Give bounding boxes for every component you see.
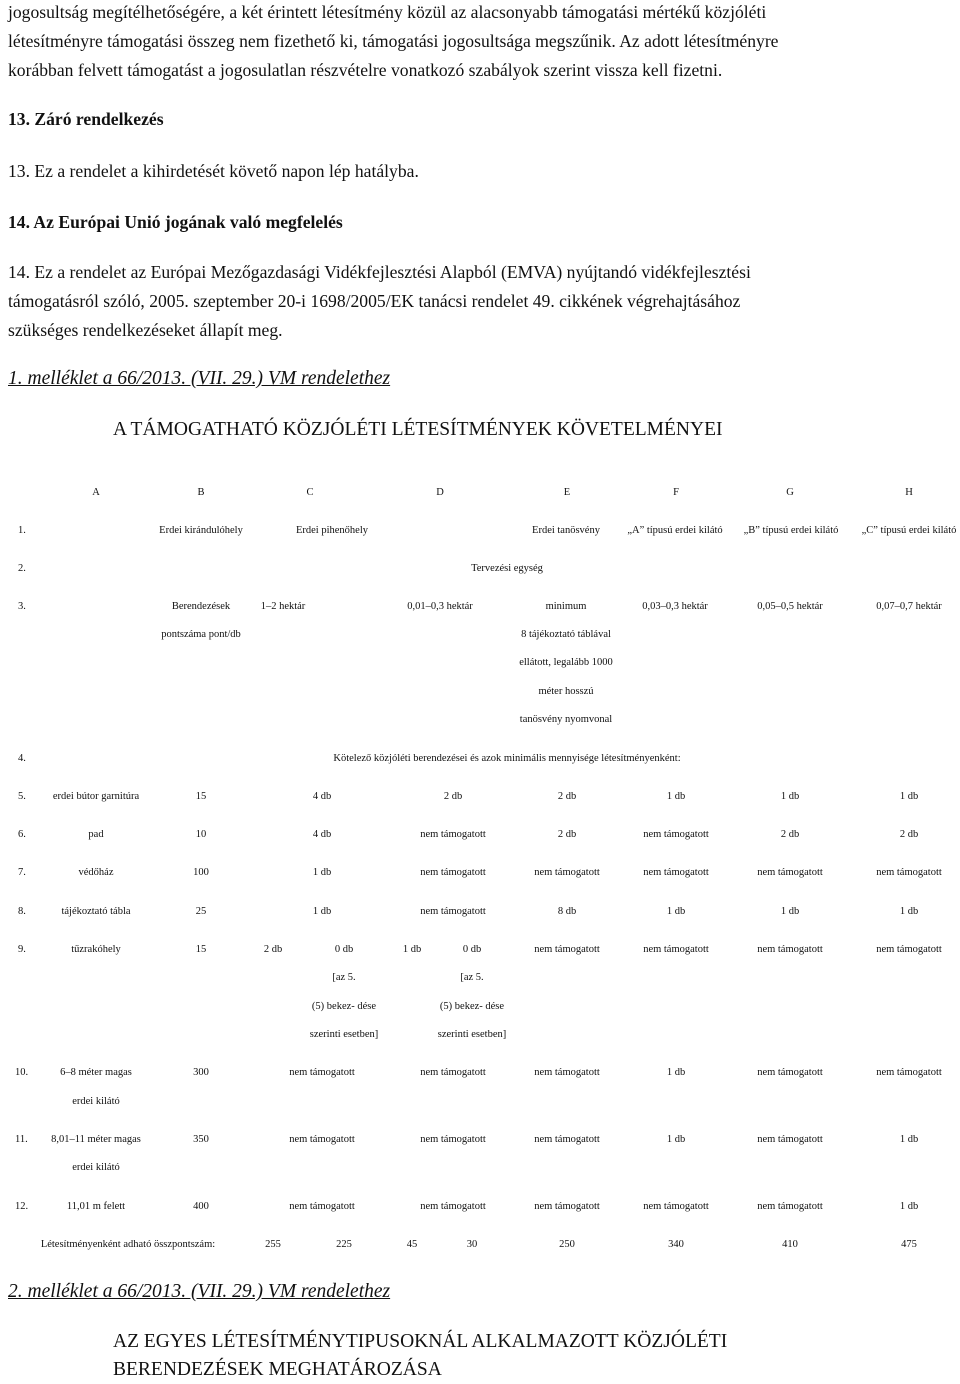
row-number: 5.	[18, 791, 26, 802]
row-number: 4.	[18, 753, 26, 764]
table-cell: 300	[193, 1067, 209, 1078]
table-cell: 25	[195, 906, 207, 917]
table-cell: nem támogatott	[643, 829, 709, 840]
table-cell: 8 tájékoztató táblával	[521, 629, 611, 640]
table-cell: szerinti esetben]	[309, 1029, 379, 1040]
section-13-text: 13. Ez a rendelet a kihirdetését követő napon lép hatályba.	[8, 161, 419, 181]
section-14-line: 14. Ez a rendelet az Európai Mezőgazdasági Vidékfejlesztési Alapból (EMVA) nyújtandó vidékfejlesztési	[8, 262, 751, 282]
table-cell: nem támogatott	[643, 1201, 709, 1212]
annex-1-title: 1. melléklet a 66/2013. (VII. 29.) VM rendelethez	[8, 368, 391, 389]
table-cell: nem támogatott	[420, 906, 486, 917]
table-cell: 1 db	[312, 867, 332, 878]
table-cell: 0 db	[334, 944, 354, 955]
table-cell: 475	[901, 1239, 917, 1250]
table-cell: nem támogatott	[289, 1134, 355, 1145]
table-cell: 1 db	[666, 1134, 686, 1145]
table-cell: 1 db	[899, 1201, 919, 1212]
table-cell: 0,03–0,3 hektár	[642, 601, 708, 612]
section-13-heading: 13. Záró rendelkezés	[8, 109, 164, 129]
table-cell: 1 db	[666, 1067, 686, 1078]
column-header: A	[92, 487, 100, 498]
table-cell: nem támogatott	[420, 867, 486, 878]
table-cell: tájékoztató tábla	[61, 906, 131, 917]
column-header: E	[563, 487, 571, 498]
section-14-line: támogatásról szóló, 2005. szeptember 20-i 1698/2005/EK tanácsi rendelet 49. cikkének végrehajtásához	[8, 291, 741, 311]
table-cell: nem támogatott	[757, 1067, 823, 1078]
table-cell: nem támogatott	[420, 1067, 486, 1078]
table-cell: tűzrakóhely	[71, 944, 121, 955]
table-cell: (5) bekez- dése	[311, 1001, 377, 1012]
table-cell: 1 db	[780, 906, 800, 917]
table-cell: 8,01–11 méter magas	[51, 1134, 141, 1145]
table-cell: 4 db	[312, 829, 332, 840]
intro-line: korábban felvett támogatást a jogosulatlan részvételre vonatkozó szabályok szerint vissza kell fizetni.	[8, 60, 723, 80]
table-cell: 2 db	[557, 829, 577, 840]
table-cell: 1–2 hektár	[260, 601, 306, 612]
table-cell: 1 db	[312, 906, 332, 917]
table-cell: pontszáma pont/db	[161, 629, 241, 640]
table-cell: (5) bekez- dése	[439, 1001, 505, 1012]
table-cell: 1 db	[402, 944, 422, 955]
table-cell: 2 db	[443, 791, 463, 802]
table-cell: nem támogatott	[757, 1201, 823, 1212]
row-number: 1.	[18, 525, 26, 536]
table-cell: 10	[195, 829, 207, 840]
table-cell: nem támogatott	[289, 1067, 355, 1078]
column-header: C	[306, 487, 314, 498]
table-cell: 340	[668, 1239, 684, 1250]
table-cell: nem támogatott	[876, 867, 942, 878]
table-cell: nem támogatott	[534, 944, 600, 955]
table-cell: 30	[466, 1239, 478, 1250]
total-label: Létesítményenként adható összpontszám:	[40, 1239, 216, 1250]
row-number: 7.	[18, 867, 26, 878]
table-cell: 15	[195, 944, 207, 955]
row-number: 2.	[18, 563, 26, 574]
table-cell: nem támogatott	[757, 867, 823, 878]
row-number: 11.	[15, 1134, 28, 1145]
table-cell: 1 db	[899, 1134, 919, 1145]
table-cell: pad	[88, 829, 104, 840]
table-cell: erdei kilátó	[72, 1162, 120, 1173]
table-cell: méter hosszú	[538, 686, 594, 697]
table-cell: [az 5.	[332, 972, 356, 983]
annex-2-caption: BERENDEZÉSEK MEGHATÁROZÁSA	[113, 1359, 442, 1380]
table-cell: nem támogatott	[643, 867, 709, 878]
table-cell: Berendezések	[171, 601, 231, 612]
row-number: 10.	[15, 1067, 29, 1078]
row-number: 9.	[18, 944, 26, 955]
table-cell: 410	[782, 1239, 798, 1250]
table-cell: 11,01 m felett	[66, 1201, 126, 1212]
table-cell: nem támogatott	[534, 1201, 600, 1212]
row-number: 3.	[18, 601, 26, 612]
table-cell: 2 db	[557, 791, 577, 802]
table-cell: Erdei pihenőhely	[295, 525, 369, 536]
table-cell: 45	[406, 1239, 418, 1250]
table-cell: nem támogatott	[420, 1134, 486, 1145]
table-cell: nem támogatott	[643, 944, 709, 955]
table-cell: 0,07–0,7 hektár	[876, 601, 942, 612]
table-cell: 4 db	[312, 791, 332, 802]
table-cell: „C” típusú erdei kilátó	[861, 525, 957, 536]
table-cell: Erdei tanösvény	[532, 525, 600, 536]
table-cell: 2 db	[780, 829, 800, 840]
table-cell: 1 db	[780, 791, 800, 802]
table-cell: 0,01–0,3 hektár	[407, 601, 473, 612]
table-cell: 2 db	[899, 829, 919, 840]
table-cell: 8 db	[557, 906, 577, 917]
table-cell: nem támogatott	[757, 944, 823, 955]
annex-1-caption: A TÁMOGATHATÓ KÖZJÓLÉTI LÉTESÍTMÉNYEK KÖVETELMÉNYEI	[113, 419, 723, 440]
section-14-line: szükséges rendelkezéseket állapít meg.	[8, 320, 283, 340]
table-cell: 400	[193, 1201, 209, 1212]
table-cell: nem támogatott	[876, 1067, 942, 1078]
table-cell: nem támogatott	[534, 867, 600, 878]
table-cell: szerinti esetben]	[437, 1029, 507, 1040]
table-cell: 225	[336, 1239, 352, 1250]
table-cell: 0,05–0,5 hektár	[757, 601, 823, 612]
annex-2-caption: AZ EGYES LÉTESÍTMÉNYTIPUSOKNÁL ALKALMAZOTT KÖZJÓLÉTI	[113, 1331, 728, 1352]
table-cell: nem támogatott	[420, 1201, 486, 1212]
table-cell: 100	[193, 867, 209, 878]
table-cell: nem támogatott	[876, 944, 942, 955]
table-cell: tanösvény nyomvonal	[519, 714, 613, 725]
table-cell: 1 db	[899, 791, 919, 802]
annex-2-title: 2. melléklet a 66/2013. (VII. 29.) VM rendelethez	[8, 1281, 391, 1302]
row-number: 6.	[18, 829, 26, 840]
table-cell: „B” típusú erdei kilátó	[743, 525, 839, 536]
section-14-heading: 14. Az Európai Unió jogának való megfelelés	[8, 212, 343, 232]
table-cell: 1 db	[666, 791, 686, 802]
table-cell: védőház	[78, 867, 114, 878]
intro-line: jogosultság megítélhetőségére, a két érintett létesítmény közül az alacsonyabb támogatási mértékű közjóléti	[8, 2, 767, 22]
column-header: H	[905, 487, 913, 498]
table-cell: 15	[195, 791, 207, 802]
table-cell: nem támogatott	[534, 1067, 600, 1078]
table-cell: 255	[265, 1239, 281, 1250]
row-number: 12.	[15, 1201, 29, 1212]
table-cell: 2 db	[263, 944, 283, 955]
table-cell: nem támogatott	[420, 829, 486, 840]
intro-line: létesítményre támogatási összeg nem fizethető ki, támogatási jogosultsága megszűnik. Az adott létesítményre	[8, 31, 779, 51]
table-cell: nem támogatott	[534, 1134, 600, 1145]
table-cell: 1 db	[666, 906, 686, 917]
table-cell: „A” típusú erdei kilátó	[627, 525, 723, 536]
column-header: F	[673, 487, 679, 498]
column-header: B	[197, 487, 205, 498]
column-header: G	[786, 487, 794, 498]
table-cell: erdei bútor garnitúra	[52, 791, 140, 802]
table-cell: 1 db	[899, 906, 919, 917]
table-cell: erdei kilátó	[72, 1096, 120, 1107]
table-cell: Tervezési egység	[471, 563, 543, 574]
table-cell: Kötelező közjóléti berendezései és azok minimális mennyisége létesítményenként:	[333, 753, 681, 764]
table-cell: 350	[193, 1134, 209, 1145]
table-cell: nem támogatott	[289, 1201, 355, 1212]
table-cell: 6–8 méter magas	[60, 1067, 132, 1078]
table-cell: nem támogatott	[757, 1134, 823, 1145]
table-cell: ellátott, legalább 1000	[519, 657, 613, 668]
table-cell: Erdei kirándulóhely	[159, 525, 243, 536]
table-cell: minimum	[545, 601, 587, 612]
row-number: 8.	[18, 906, 26, 917]
table-cell: 250	[559, 1239, 575, 1250]
table-cell: [az 5.	[460, 972, 484, 983]
column-header: D	[436, 487, 444, 498]
table-cell: 0 db	[462, 944, 482, 955]
